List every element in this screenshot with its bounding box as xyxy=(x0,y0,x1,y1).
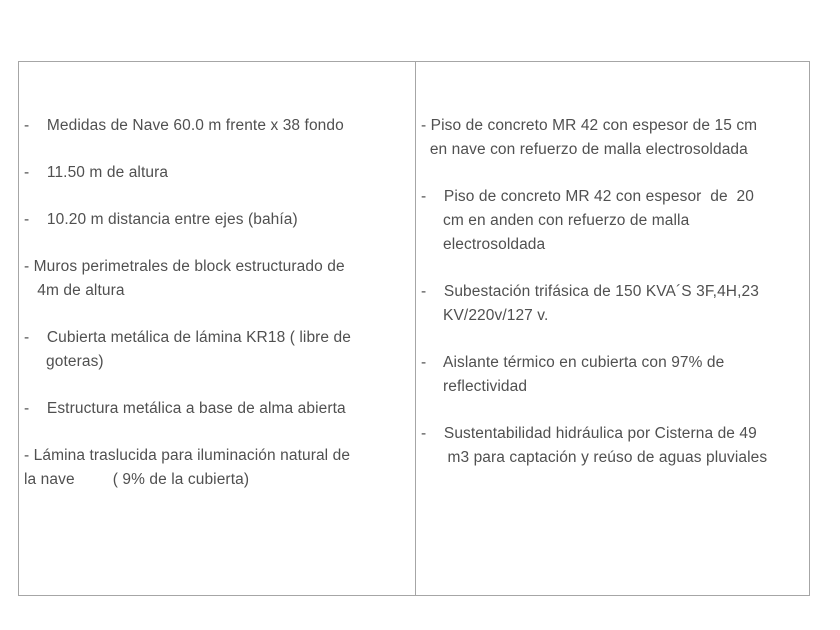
spec-line: cm en anden con refuerzo de malla xyxy=(421,212,690,229)
spec-line: - Muros perimetrales de block estructurado de xyxy=(24,258,345,275)
spec-line-note: ( 9% de la cubierta) xyxy=(112,471,250,488)
spec-item-skylight xyxy=(24,444,409,492)
spec-line: en nave con refuerzo de malla electrosoldada xyxy=(421,141,748,158)
spec-line: - Subestación trifásica de 150 KVA´S 3F,4H,23 xyxy=(421,283,759,300)
spec-line: - Medidas de Nave 60.0 m frente x 38 fondo xyxy=(24,117,344,134)
spec-table xyxy=(18,61,810,596)
spec-item-bay-spacing xyxy=(24,208,409,232)
spec-item-cistern xyxy=(421,422,806,470)
spec-line: - Piso de concreto MR 42 con espesor de 20 xyxy=(421,188,754,205)
spec-line: 4m de altura xyxy=(24,282,125,299)
spec-line xyxy=(24,468,409,492)
spec-item-substation xyxy=(421,280,806,328)
left-column xyxy=(19,62,415,595)
spec-item-roof xyxy=(24,326,409,374)
spec-line: - 11.50 m de altura xyxy=(24,164,169,181)
spec-line: - Cubierta metálica de lámina KR18 ( libre de xyxy=(24,329,351,346)
spec-item-floor-nave xyxy=(421,114,806,162)
spec-line: - Estructura metálica a base de alma abierta xyxy=(24,400,346,417)
spec-line: - 10.20 m distancia entre ejes (bahía) xyxy=(24,211,298,228)
spec-line-text: la nave xyxy=(24,471,75,488)
spec-line: - Piso de concreto MR 42 con espesor de 15 cm xyxy=(421,117,758,134)
spec-line: reflectividad xyxy=(421,378,528,395)
spec-item-structure xyxy=(24,397,409,421)
right-column xyxy=(416,62,810,595)
spec-line: - Aislante térmico en cubierta con 97% de xyxy=(421,354,725,371)
spec-line: electrosoldada xyxy=(421,236,546,253)
spec-item-walls xyxy=(24,255,409,303)
spec-line: goteras) xyxy=(24,353,104,370)
spec-line: KV/220v/127 v. xyxy=(421,307,549,324)
spec-item-insulation xyxy=(421,351,806,399)
spec-item-dimensions xyxy=(24,114,409,138)
spec-item-floor-dock xyxy=(421,185,806,257)
spec-line: m3 para captación y reúso de aguas pluviales xyxy=(421,449,768,466)
spec-line: - Sustentabilidad hidráulica por Cisterna de 49 xyxy=(421,425,757,442)
spec-item-height xyxy=(24,161,409,185)
spec-line: - Lámina traslucida para iluminación natural de xyxy=(24,447,351,464)
